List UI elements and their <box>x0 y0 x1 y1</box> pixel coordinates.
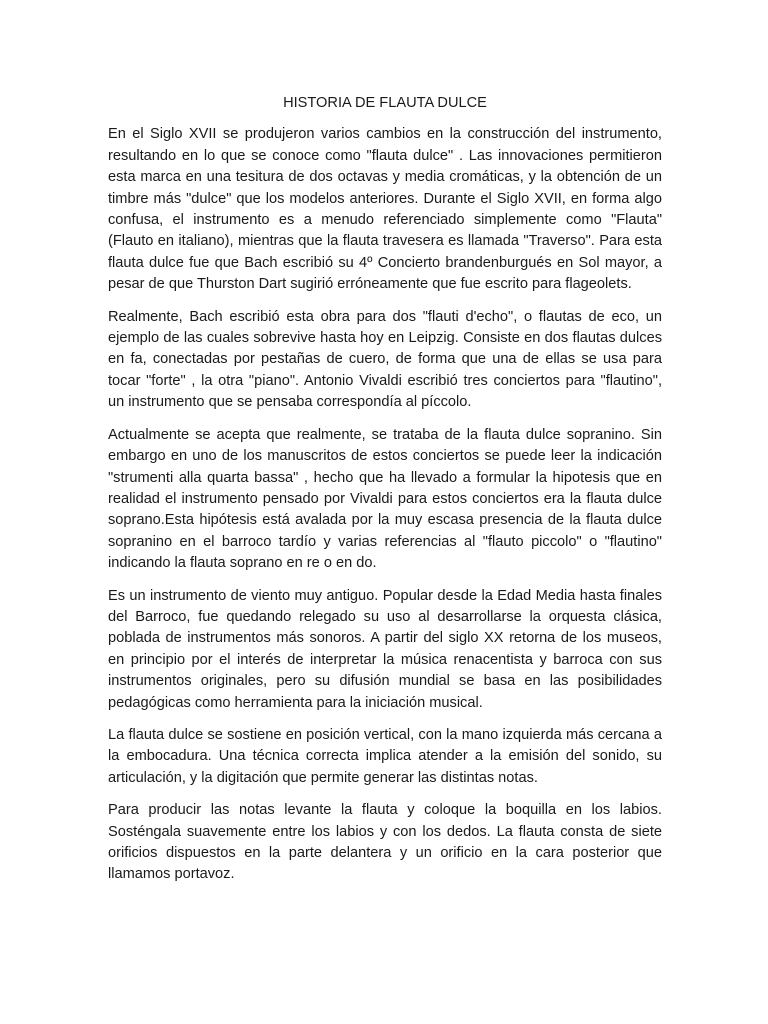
document-title: HISTORIA DE FLAUTA DULCE <box>283 95 487 111</box>
paragraph-5: La flauta dulce se sostiene en posición vertical, con la mano izquierda más cercana a la embocadura. Una técnica correcta implica atender a la emisión del sonido, su articulación, y la digitación que permite generar las distintas notas. <box>108 726 662 786</box>
paragraph-6: Para producir las notas levante la flauta y coloque la boquilla en los labios. Sosténgala suavemente entre los labios y con los dedos. La flauta consta de siete orificios dispuestos en la parte delantera y un orificio en la cara posterior que llamamos portavoz. <box>108 802 662 883</box>
paragraph-4: Es un instrumento de viento muy antiguo. Popular desde la Edad Media hasta finales del Barroco, fue quedando relegado su uso al desarrollarse la orquesta clásica, poblada de instrumentos más sonoros. A partir del siglo XX retorna de los museos, en principio por el interés de interpretar la música renacentista y barroca con sus instrumentos originales, pero su difusión mundial se basa en las posibilidades pedagógicas como herramienta para la iniciación musical. <box>108 587 662 711</box>
paragraph-2: Realmente, Bach escribió esta obra para dos "flauti d'echo", o flautas de eco, un ejemplo de las cuales sobrevive hasta hoy en Leipzig. Consiste en dos flautas dulces en fa, conectadas por pestañas de cuero, de forma que una de ellas se usa para tocar "forte" , la otra "piano". Antonio Vivaldi escribió tres conciertos para "flautino", un instrumento que se pensaba correspondía al píccolo. <box>108 308 662 411</box>
paragraph-3: Actualmente se acepta que realmente, se trataba de la flauta dulce sopranino. Sin embargo en uno de los manuscritos de estos conciertos se puede leer la indicación "strumenti alla quarta bassa" , hecho que ha llevado a formular la hipotesis que en realidad el instrumento pensado por Vivaldi para estos conciertos era la flauta dulce soprano.Esta hipótesis está avalada por la muy escasa presencia de la flauta dulce sopranino en el barroco tardío y varias referencias al "flauto piccolo" o "flautino" indicando la flauta soprano en re o en do. <box>108 426 662 572</box>
paragraph-1: En el Siglo XVII se produjeron varios cambios en la construcción del instrumento, resultando en lo que se conoce como "flauta dulce" . Las innovaciones permitieron esta marca en una tesitura de dos octavas y media cromáticas, y la obtención de un timbre más "dulce" que los modelos anteriores. Durante el Siglo XVII, en forma algo confusa, el instrumento es a menudo referenciado simplemente como "Flauta" (Flauto en italiano), mientras que la flauta travesera es llamada "Traverso". Para esta flauta dulce fue que Bach escribió su 4º Concierto brandenburgués en Sol mayor, a pesar de que Thurston Dart sugirió erróneamente que fue escrito para flageolets. <box>108 126 662 293</box>
document-body <box>108 93 662 897</box>
